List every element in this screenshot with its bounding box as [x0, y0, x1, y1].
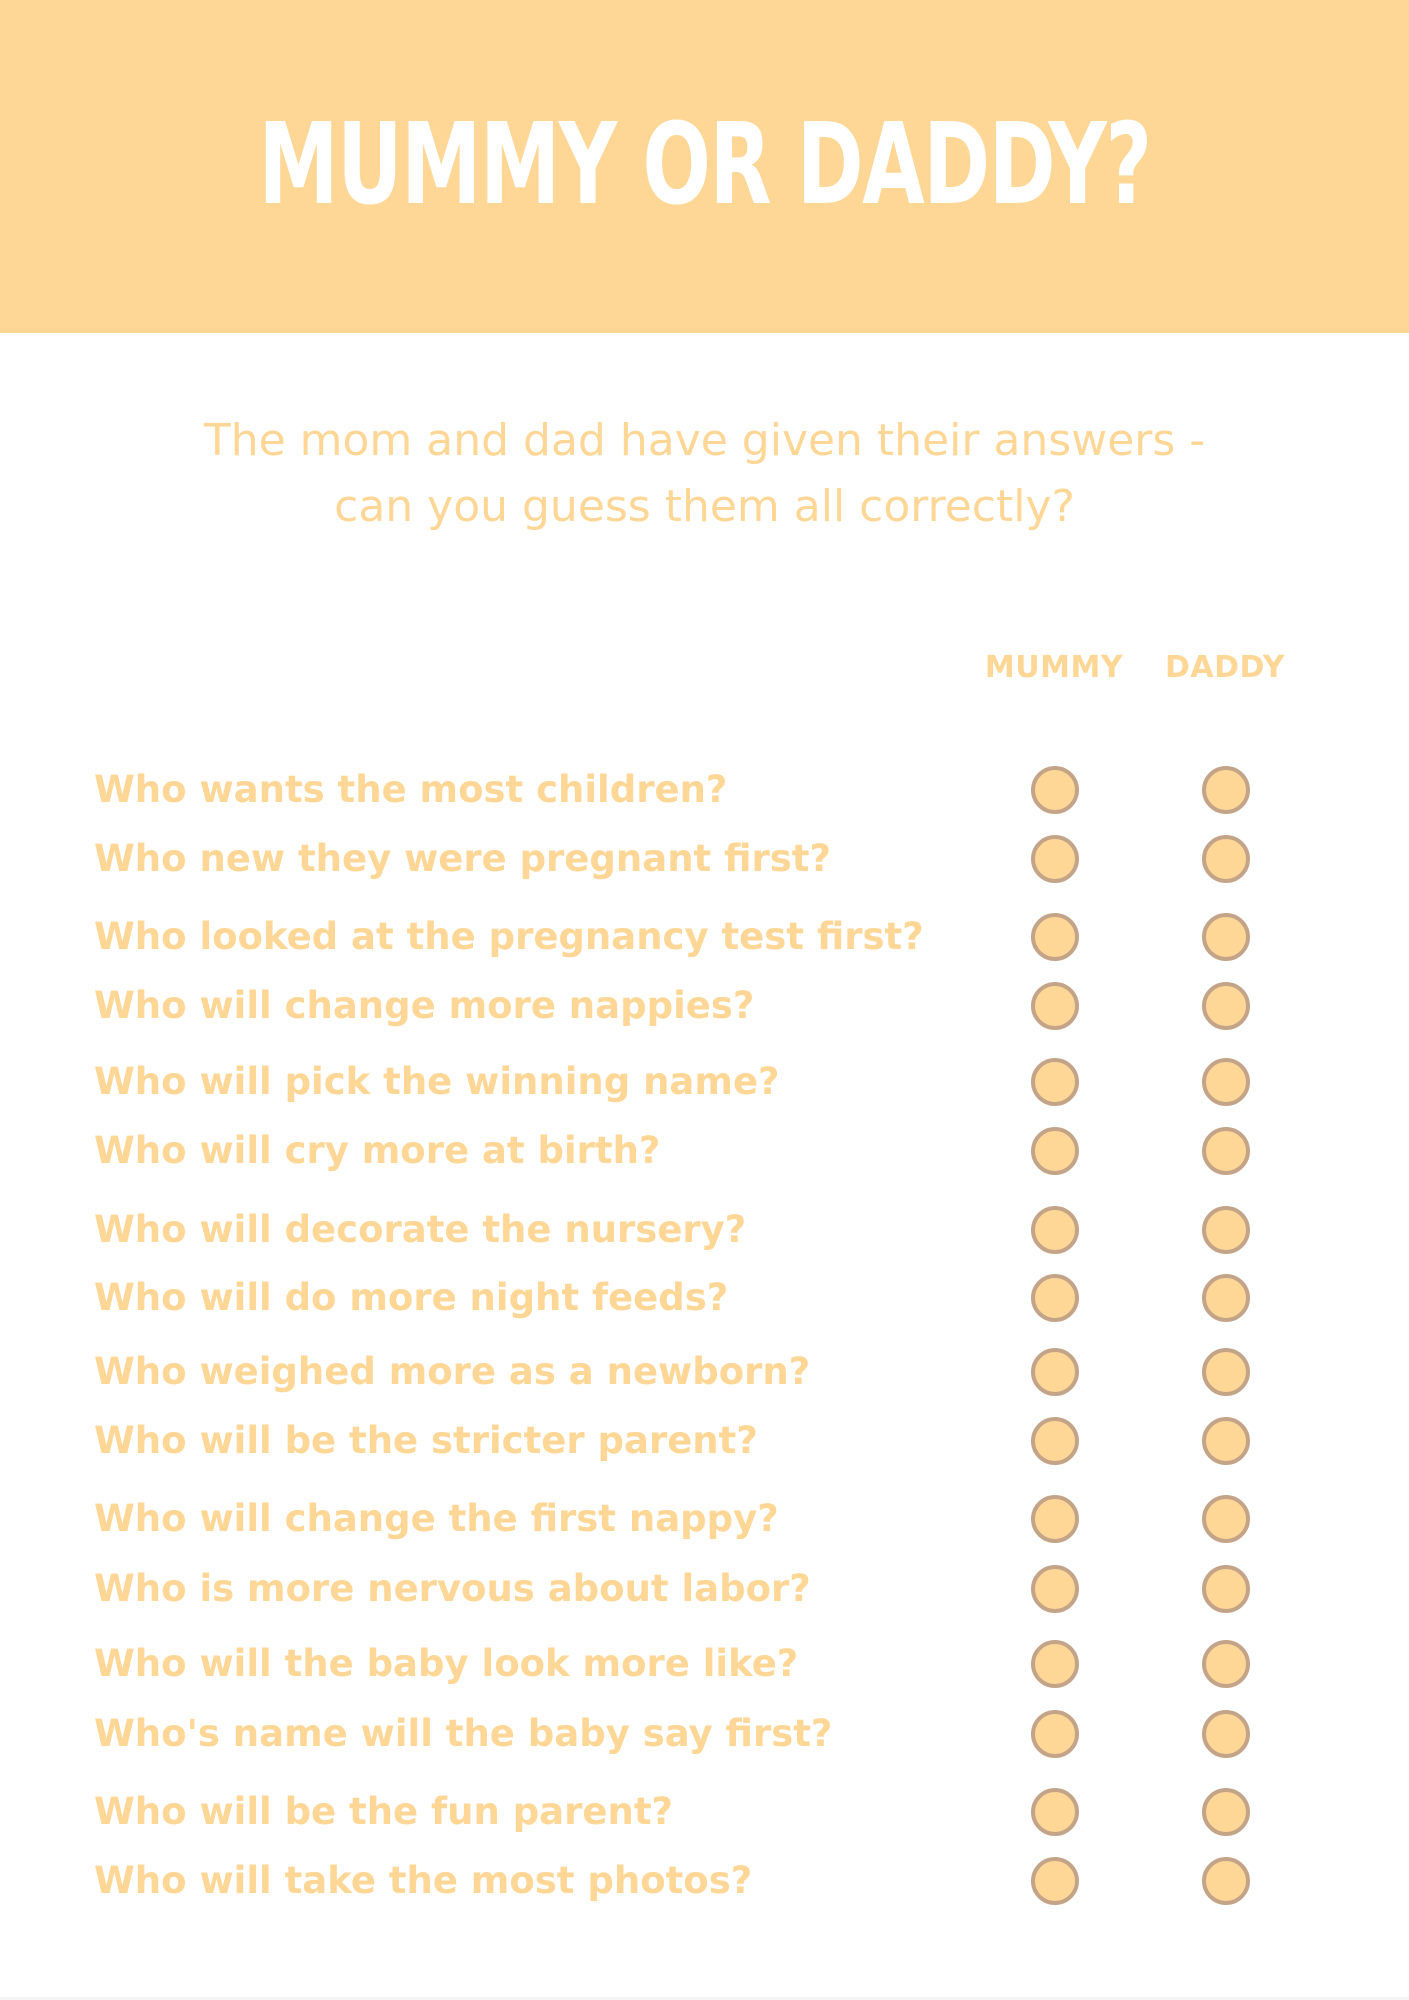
column-header-mummy: MUMMY — [984, 650, 1124, 685]
daddy-radio-icon[interactable] — [1202, 1127, 1250, 1175]
mummy-radio-icon[interactable] — [1031, 913, 1079, 961]
question-row — [0, 1704, 1409, 1764]
intro-line-1: The mom and dad have given their answers - — [203, 415, 1206, 466]
question-text: Who will cry more at birth? — [94, 1129, 661, 1172]
question-text: Who is more nervous about labor? — [94, 1567, 811, 1610]
mummy-radio-icon[interactable] — [1031, 1710, 1079, 1758]
daddy-radio-icon[interactable] — [1202, 913, 1250, 961]
question-text: Who will pick the winning name? — [94, 1060, 780, 1103]
daddy-radio-icon[interactable] — [1202, 1788, 1250, 1836]
page-title: MUMMY OR DADDY? — [258, 100, 1151, 230]
question-text: Who looked at the pregnancy test first? — [94, 915, 924, 958]
mummy-radio-icon[interactable] — [1031, 1274, 1079, 1322]
mummy-radio-icon[interactable] — [1031, 1495, 1079, 1543]
question-row — [0, 829, 1409, 889]
question-row — [0, 1851, 1409, 1911]
mummy-radio-icon[interactable] — [1031, 835, 1079, 883]
question-row — [0, 1411, 1409, 1471]
question-text: Who will be the stricter parent? — [94, 1419, 758, 1462]
question-row — [0, 760, 1409, 820]
daddy-radio-icon[interactable] — [1202, 1417, 1250, 1465]
question-text: Who weighed more as a newborn? — [94, 1350, 811, 1393]
question-text: Who new they were pregnant first? — [94, 837, 831, 880]
column-header-daddy: DADDY — [1165, 650, 1285, 685]
question-text: Who will change more nappies? — [94, 984, 755, 1027]
question-row — [0, 976, 1409, 1036]
question-row — [0, 907, 1409, 967]
daddy-radio-icon[interactable] — [1202, 1274, 1250, 1322]
question-text: Who wants the most children? — [94, 768, 728, 811]
mummy-radio-icon[interactable] — [1031, 1565, 1079, 1613]
question-row — [0, 1559, 1409, 1619]
mummy-radio-icon[interactable] — [1031, 1127, 1079, 1175]
intro-line-2: can you guess them all correctly? — [334, 481, 1075, 532]
question-text: Who's name will the baby say first? — [94, 1712, 833, 1755]
mummy-radio-icon[interactable] — [1031, 1348, 1079, 1396]
question-row — [0, 1268, 1409, 1328]
question-text: Who will decorate the nursery? — [94, 1208, 747, 1251]
daddy-radio-icon[interactable] — [1202, 835, 1250, 883]
daddy-radio-icon[interactable] — [1202, 1348, 1250, 1396]
daddy-radio-icon[interactable] — [1202, 1857, 1250, 1905]
question-text: Who will the baby look more like? — [94, 1642, 799, 1685]
mummy-radio-icon[interactable] — [1031, 1206, 1079, 1254]
question-text: Who will be the fun parent? — [94, 1790, 673, 1833]
daddy-radio-icon[interactable] — [1202, 1640, 1250, 1688]
daddy-radio-icon[interactable] — [1202, 1206, 1250, 1254]
mummy-radio-icon[interactable] — [1031, 1788, 1079, 1836]
question-row — [0, 1052, 1409, 1112]
question-text: Who will do more night feeds? — [94, 1276, 729, 1319]
daddy-radio-icon[interactable] — [1202, 1565, 1250, 1613]
question-text: Who will take the most photos? — [94, 1859, 753, 1902]
question-row — [0, 1200, 1409, 1260]
mummy-radio-icon[interactable] — [1031, 1640, 1079, 1688]
question-row — [0, 1489, 1409, 1549]
question-row — [0, 1634, 1409, 1694]
mummy-radio-icon[interactable] — [1031, 1058, 1079, 1106]
daddy-radio-icon[interactable] — [1202, 1495, 1250, 1543]
mummy-radio-icon[interactable] — [1031, 766, 1079, 814]
mummy-radio-icon[interactable] — [1031, 1417, 1079, 1465]
daddy-radio-icon[interactable] — [1202, 1058, 1250, 1106]
daddy-radio-icon[interactable] — [1202, 982, 1250, 1030]
question-row — [0, 1121, 1409, 1181]
question-row — [0, 1342, 1409, 1402]
question-text: Who will change the first nappy? — [94, 1497, 779, 1540]
mummy-radio-icon[interactable] — [1031, 982, 1079, 1030]
daddy-radio-icon[interactable] — [1202, 1710, 1250, 1758]
daddy-radio-icon[interactable] — [1202, 766, 1250, 814]
mummy-radio-icon[interactable] — [1031, 1857, 1079, 1905]
question-row — [0, 1782, 1409, 1842]
